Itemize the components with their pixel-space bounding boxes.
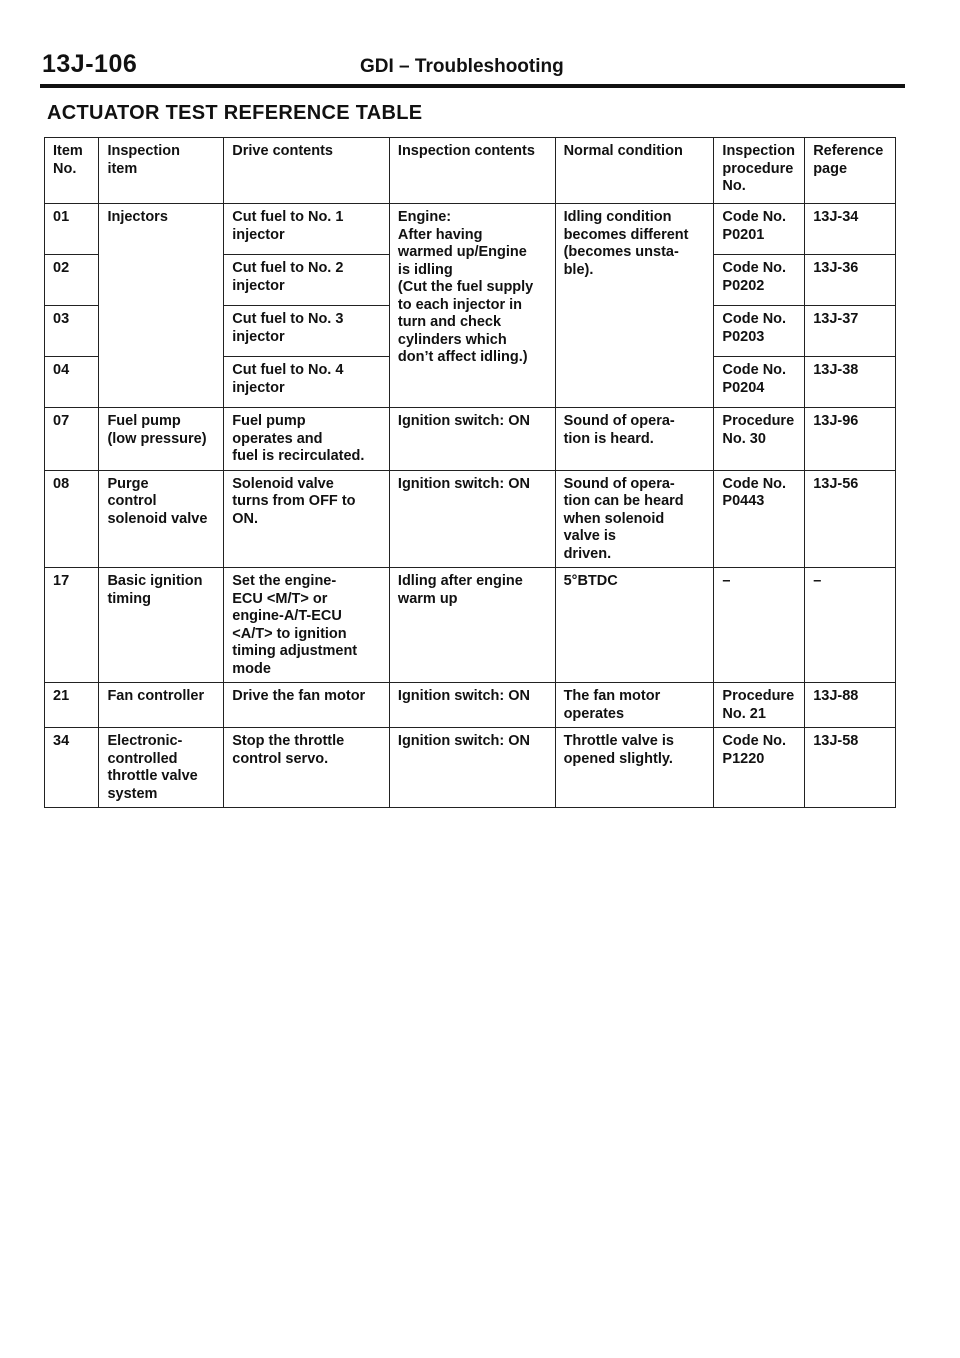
normal-condition-cell: 5°BTDC [555,568,714,683]
drive-contents-cell: Cut fuel to No. 2 injector [224,255,390,306]
reference-page-cell: 13J-56 [805,470,896,568]
procedure-cell: Code No. P0203 [714,306,805,357]
inspection-contents-cell: Engine: After having warmed up/Engine is idling (Cut the fuel supply to each injector in turn and check cylinders which don’t affect idling.) [389,204,555,408]
reference-page-cell: 13J-58 [805,728,896,808]
drive-contents-cell: Solenoid valve turns from OFF to ON. [224,470,390,568]
procedure-cell: Code No. P0443 [714,470,805,568]
inspection-item-cell: Fan controller [99,683,224,728]
procedure-cell: Code No. P1220 [714,728,805,808]
column-header-procedure-no: Inspection procedure No. [714,138,805,204]
item-no-cell: 04 [45,357,99,408]
table-row [45,683,896,728]
inspection-contents-cell: Ignition switch: ON [389,408,555,471]
drive-contents-cell: Fuel pump operates and fuel is recirculated. [224,408,390,471]
normal-condition-cell: Sound of opera- tion can be heard when solenoid valve is driven. [555,470,714,568]
normal-condition-cell: Idling condition becomes different (becomes unsta- ble). [555,204,714,408]
table-row [45,408,896,471]
normal-condition-cell: Sound of opera- tion is heard. [555,408,714,471]
item-no-cell: 07 [45,408,99,471]
drive-contents-cell: Drive the fan motor [224,683,390,728]
procedure-cell: Procedure No. 30 [714,408,805,471]
inspection-item-cell: Electronic- controlled throttle valve system [99,728,224,808]
procedure-cell: Procedure No. 21 [714,683,805,728]
inspection-item-cell: Basic ignition timing [99,568,224,683]
item-no-cell: 03 [45,306,99,357]
column-header-inspection-item: Inspection item [99,138,224,204]
procedure-cell: – [714,568,805,683]
inspection-item-cell: Purge control solenoid valve [99,470,224,568]
table-row [45,204,896,255]
column-header-item-no: Item No. [45,138,99,204]
page-number: 13J-106 [42,50,138,78]
reference-page-cell: – [805,568,896,683]
procedure-cell: Code No. P0202 [714,255,805,306]
column-header-drive-contents: Drive contents [224,138,390,204]
normal-condition-cell: The fan motor operates [555,683,714,728]
table-row [45,470,896,568]
inspection-contents-cell: Ignition switch: ON [389,728,555,808]
inspection-contents-cell: Ignition switch: ON [389,683,555,728]
reference-page-cell: 13J-38 [805,357,896,408]
page-header-title: GDI – Troubleshooting [360,56,564,77]
item-no-cell: 21 [45,683,99,728]
drive-contents-cell: Cut fuel to No. 3 injector [224,306,390,357]
drive-contents-cell: Stop the throttle control servo. [224,728,390,808]
table-row [45,568,896,683]
inspection-item-cell: Injectors [99,204,224,408]
reference-page-cell: 13J-96 [805,408,896,471]
table-row [45,728,896,808]
column-header-reference-page: Reference page [805,138,896,204]
table-title: ACTUATOR TEST REFERENCE TABLE [47,102,423,124]
item-no-cell: 34 [45,728,99,808]
inspection-item-cell: Fuel pump (low pressure) [99,408,224,471]
reference-page-cell: 13J-88 [805,683,896,728]
table-header-row [45,138,896,204]
procedure-cell: Code No. P0201 [714,204,805,255]
drive-contents-cell: Set the engine- ECU <M/T> or engine-A/T-ECU <A/T> to ignition timing adjustment mode [224,568,390,683]
drive-contents-cell: Cut fuel to No. 4 injector [224,357,390,408]
inspection-contents-cell: Ignition switch: ON [389,470,555,568]
inspection-contents-cell: Idling after engine warm up [389,568,555,683]
reference-page-cell: 13J-36 [805,255,896,306]
drive-contents-cell: Cut fuel to No. 1 injector [224,204,390,255]
column-header-inspection-contents: Inspection contents [389,138,555,204]
reference-page-cell: 13J-34 [805,204,896,255]
normal-condition-cell: Throttle valve is opened slightly. [555,728,714,808]
item-no-cell: 02 [45,255,99,306]
reference-page-cell: 13J-37 [805,306,896,357]
procedure-cell: Code No. P0204 [714,357,805,408]
item-no-cell: 17 [45,568,99,683]
item-no-cell: 01 [45,204,99,255]
header-divider [40,84,905,88]
actuator-test-reference-table [44,137,896,808]
column-header-normal-condition: Normal condition [555,138,714,204]
item-no-cell: 08 [45,470,99,568]
